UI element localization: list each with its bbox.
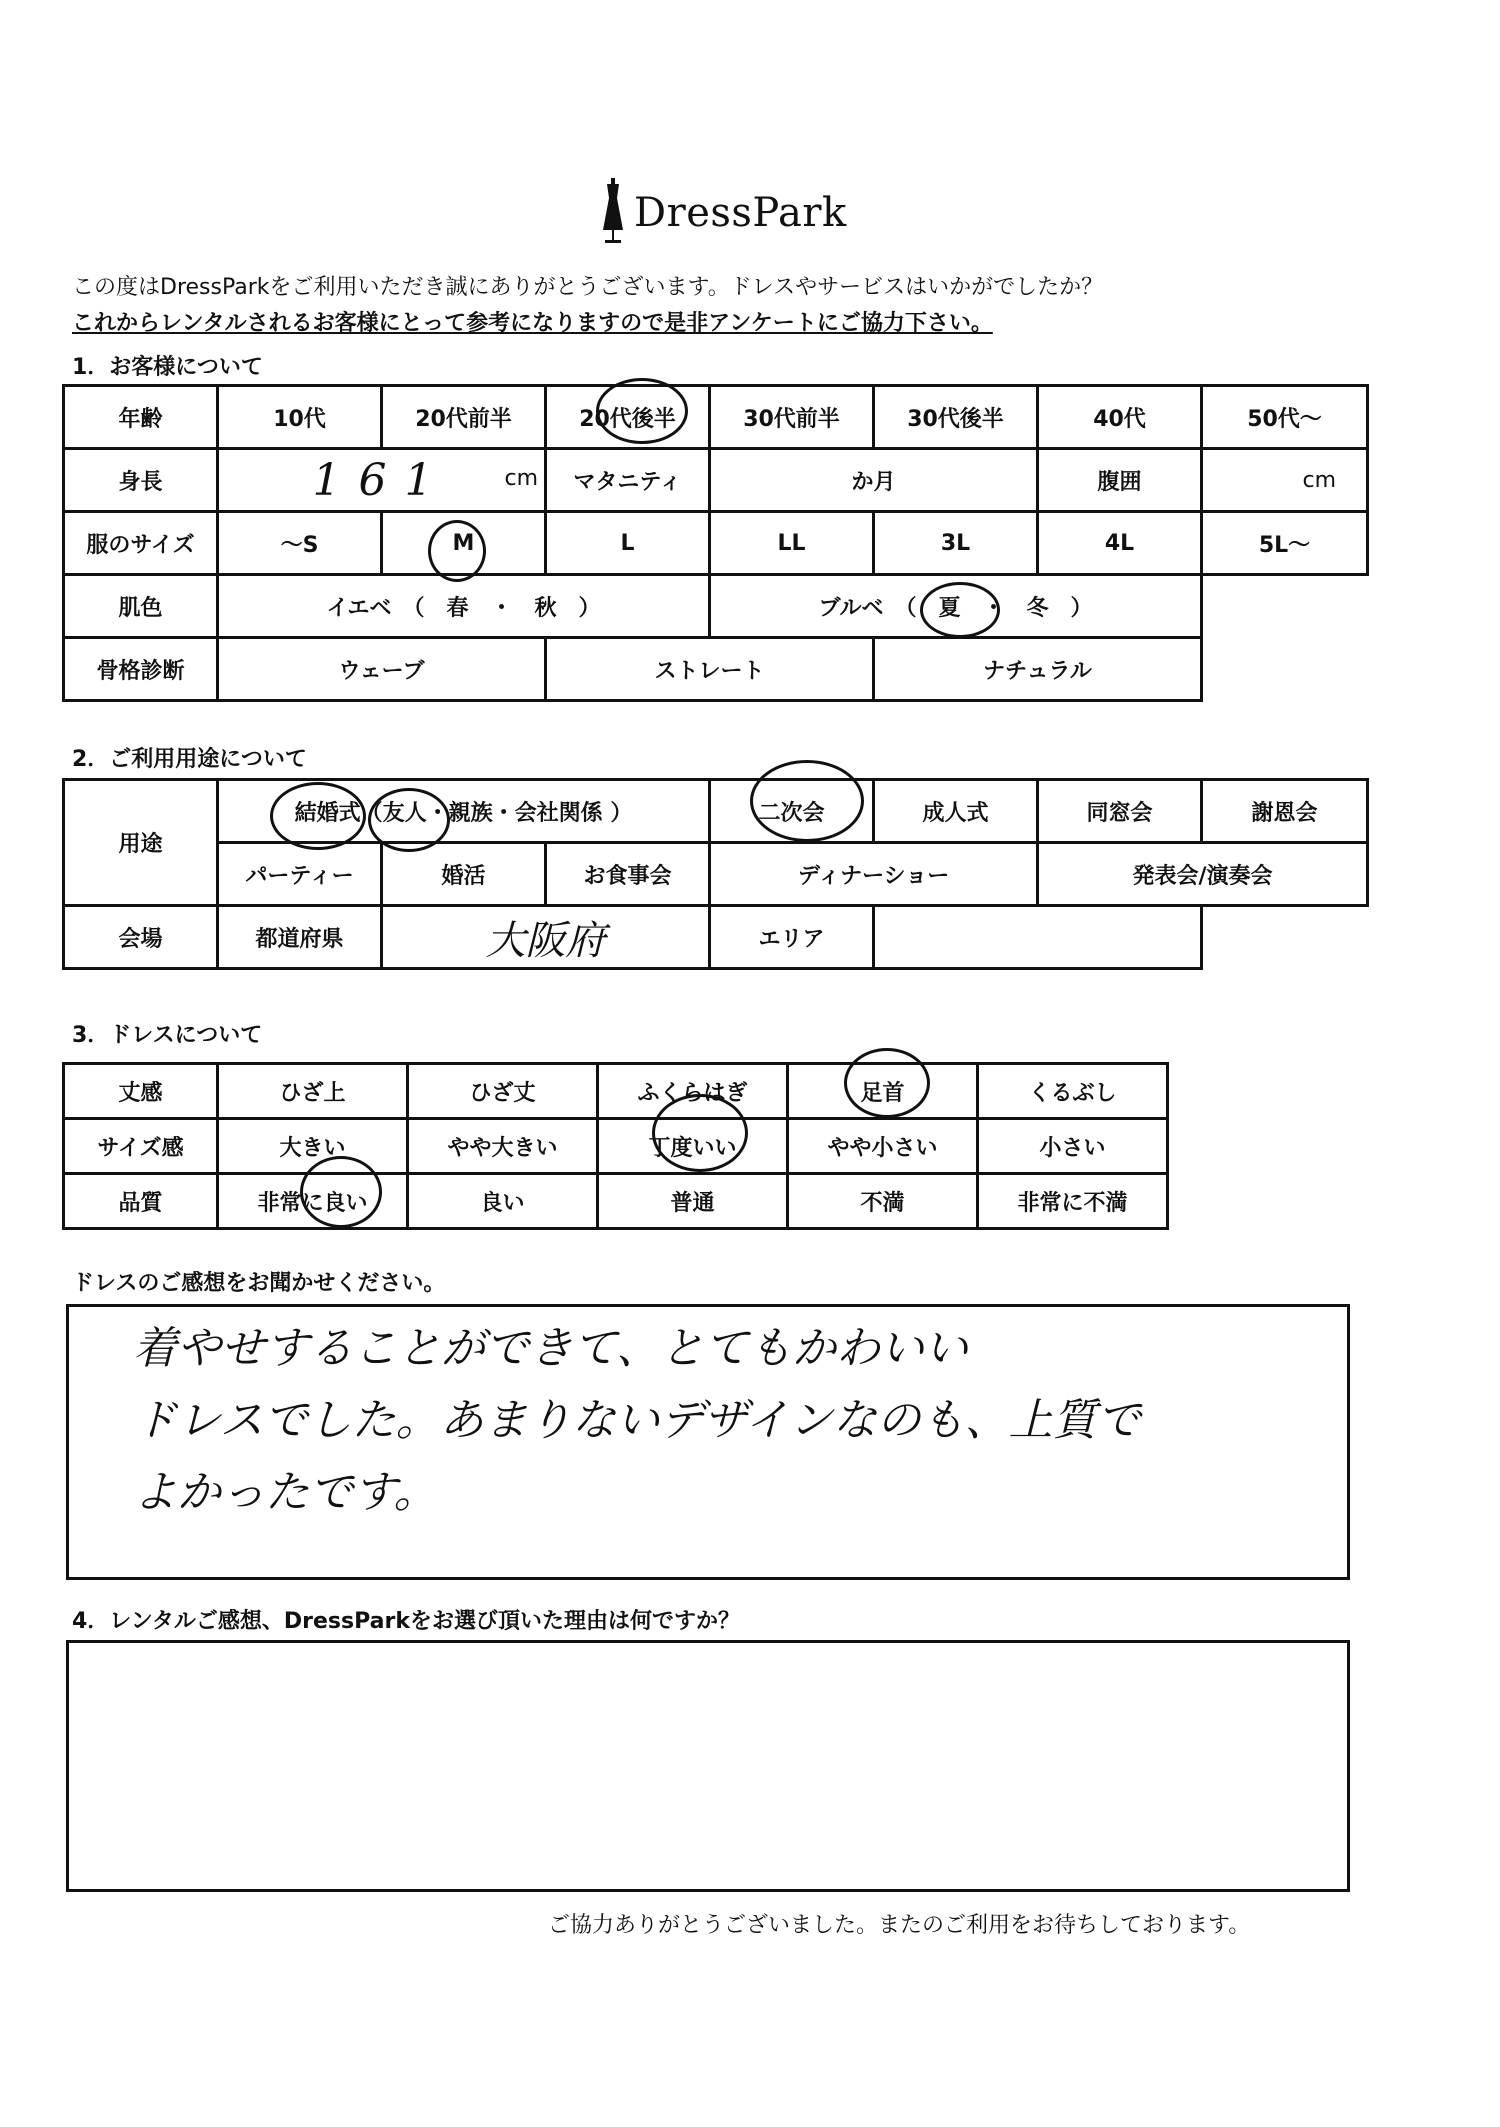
length-row [64,1064,1168,1119]
fit-label: サイズ感 [64,1119,218,1174]
section1-title: 1．お客様について [72,355,263,380]
frame-label: 骨格診断 [64,638,218,701]
yellow-base-option[interactable]: イエベ （ 春 ・ 秋 ） [218,575,710,638]
quality-row [64,1174,1168,1229]
venue-label: 会場 [64,906,218,969]
dress-table [62,1062,1169,1230]
age-option[interactable]: 30代前半 [710,386,874,449]
area-value[interactable] [874,906,1202,969]
area-label: エリア [710,906,874,969]
dress-mannequin-icon [598,178,628,248]
prefecture-value[interactable]: 大阪府 [382,906,710,969]
age-option[interactable]: 40代 [1038,386,1202,449]
comment-line: ドレスでした。あまりないデザインなのも、上質で [133,1395,1141,1446]
quality-option[interactable]: 普通 [598,1174,788,1229]
purpose-option-wedding[interactable]: 結婚式（友人・親族・会社関係 ） [218,780,710,843]
size-option-selected[interactable]: M [382,512,546,575]
logo-text: DressPark [634,190,847,236]
intro-text: この度はDressParkをご利用いただき誠にありがとうございます。ドレスやサービスはいかがでしたか？ [72,275,1104,300]
fit-option[interactable]: 小さい [978,1119,1168,1174]
comment-prompt: ドレスのご感想をお聞かせください。 [72,1271,446,1296]
size-row [64,512,1368,575]
purpose-option[interactable]: 謝恩会 [1202,780,1368,843]
length-option[interactable]: ひざ丈 [408,1064,598,1119]
fit-option-selected[interactable]: 丁度いい [598,1119,788,1174]
rental-comment-box[interactable] [66,1640,1350,1892]
section3-title: 3．ドレスについて [72,1023,263,1048]
quality-label: 品質 [64,1174,218,1229]
section2-title: 2．ご利用用途について [72,747,307,772]
length-label: 丈感 [64,1064,218,1119]
frame-option[interactable]: ウェーブ [218,638,546,701]
intro-request-text: これからレンタルされるお客様にとって参考になりますので是非アンケートにご協力下さい。 [72,311,993,336]
maternity-months-field[interactable] [710,449,1038,512]
purpose-option-afterparty[interactable]: 二次会 [710,780,874,843]
waist-unit: cm [1302,467,1336,493]
age-option[interactable]: 20代前半 [382,386,546,449]
purpose-label: 用途 [64,780,218,906]
size-option[interactable]: LL [710,512,874,575]
size-option[interactable]: 5L〜 [1202,512,1368,575]
age-row [64,386,1368,449]
waist-field[interactable] [1202,449,1368,512]
age-option[interactable]: 30代後半 [874,386,1038,449]
purpose-row-1 [64,780,1368,843]
height-row [64,449,1368,512]
comment-line: 着やせすることができて、とてもかわいい [133,1323,969,1374]
size-option[interactable]: L [546,512,710,575]
size-option[interactable]: 3L [874,512,1038,575]
section4-title: 4．レンタルご感想、DressParkをお選び頂いた理由は何ですか？ [72,1609,740,1634]
frame-row [64,638,1368,701]
dress-comment-text [69,1307,1347,1529]
purpose-option[interactable]: ディナーショー [710,843,1038,906]
fit-row [64,1119,1168,1174]
fit-option[interactable]: 大きい [218,1119,408,1174]
size-label: 服のサイズ [64,512,218,575]
size-option[interactable]: 〜S [218,512,382,575]
purpose-option[interactable]: 婚活 [382,843,546,906]
length-option[interactable]: くるぶし [978,1064,1168,1119]
age-label: 年齢 [64,386,218,449]
purpose-option[interactable]: 発表会/演奏会 [1038,843,1368,906]
length-option-selected[interactable]: 足首 [788,1064,978,1119]
height-field[interactable] [218,449,546,512]
fit-option[interactable]: やや小さい [788,1119,978,1174]
prefecture-label: 都道府県 [218,906,382,969]
usage-table [62,778,1369,970]
maternity-label: マタニティ [546,449,710,512]
purpose-option[interactable]: お食事会 [546,843,710,906]
age-option[interactable]: 50代〜 [1202,386,1368,449]
purpose-row-2 [64,843,1368,906]
frame-option[interactable]: ストレート [546,638,874,701]
quality-option[interactable]: 良い [408,1174,598,1229]
height-unit: cm [504,466,538,491]
purpose-option[interactable]: 同窓会 [1038,780,1202,843]
skin-row [64,575,1368,638]
length-option[interactable]: ひざ上 [218,1064,408,1119]
dress-comment-box[interactable] [66,1304,1350,1580]
venue-row [64,906,1368,969]
quality-option[interactable]: 非常に不満 [978,1174,1168,1229]
age-option-selected[interactable]: 20代後半 [546,386,710,449]
months-label: か月 [851,469,896,495]
purpose-option[interactable]: パーティー [218,843,382,906]
height-label: 身長 [64,449,218,512]
size-option[interactable]: 4L [1038,512,1202,575]
quality-option-selected[interactable]: 非常に良い [218,1174,408,1229]
frame-option[interactable]: ナチュラル [874,638,1202,701]
purpose-option[interactable]: 成人式 [874,780,1038,843]
quality-option[interactable]: 不満 [788,1174,978,1229]
length-option[interactable]: ふくらはぎ [598,1064,788,1119]
dresspark-logo [598,178,898,248]
customer-info-table [62,384,1369,702]
blue-base-option[interactable]: ブルベ （ 夏 ・ 冬 ） [710,575,1202,638]
skin-label: 肌色 [64,575,218,638]
thanks-footer: ご協力ありがとうございました。またのご利用をお待ちしております。 [548,1913,1251,1938]
waist-label: 腹囲 [1038,449,1202,512]
comment-line: よかったです。 [133,1467,438,1518]
fit-option[interactable]: やや大きい [408,1119,598,1174]
age-option[interactable]: 10代 [218,386,382,449]
height-value: 161 [312,454,451,506]
